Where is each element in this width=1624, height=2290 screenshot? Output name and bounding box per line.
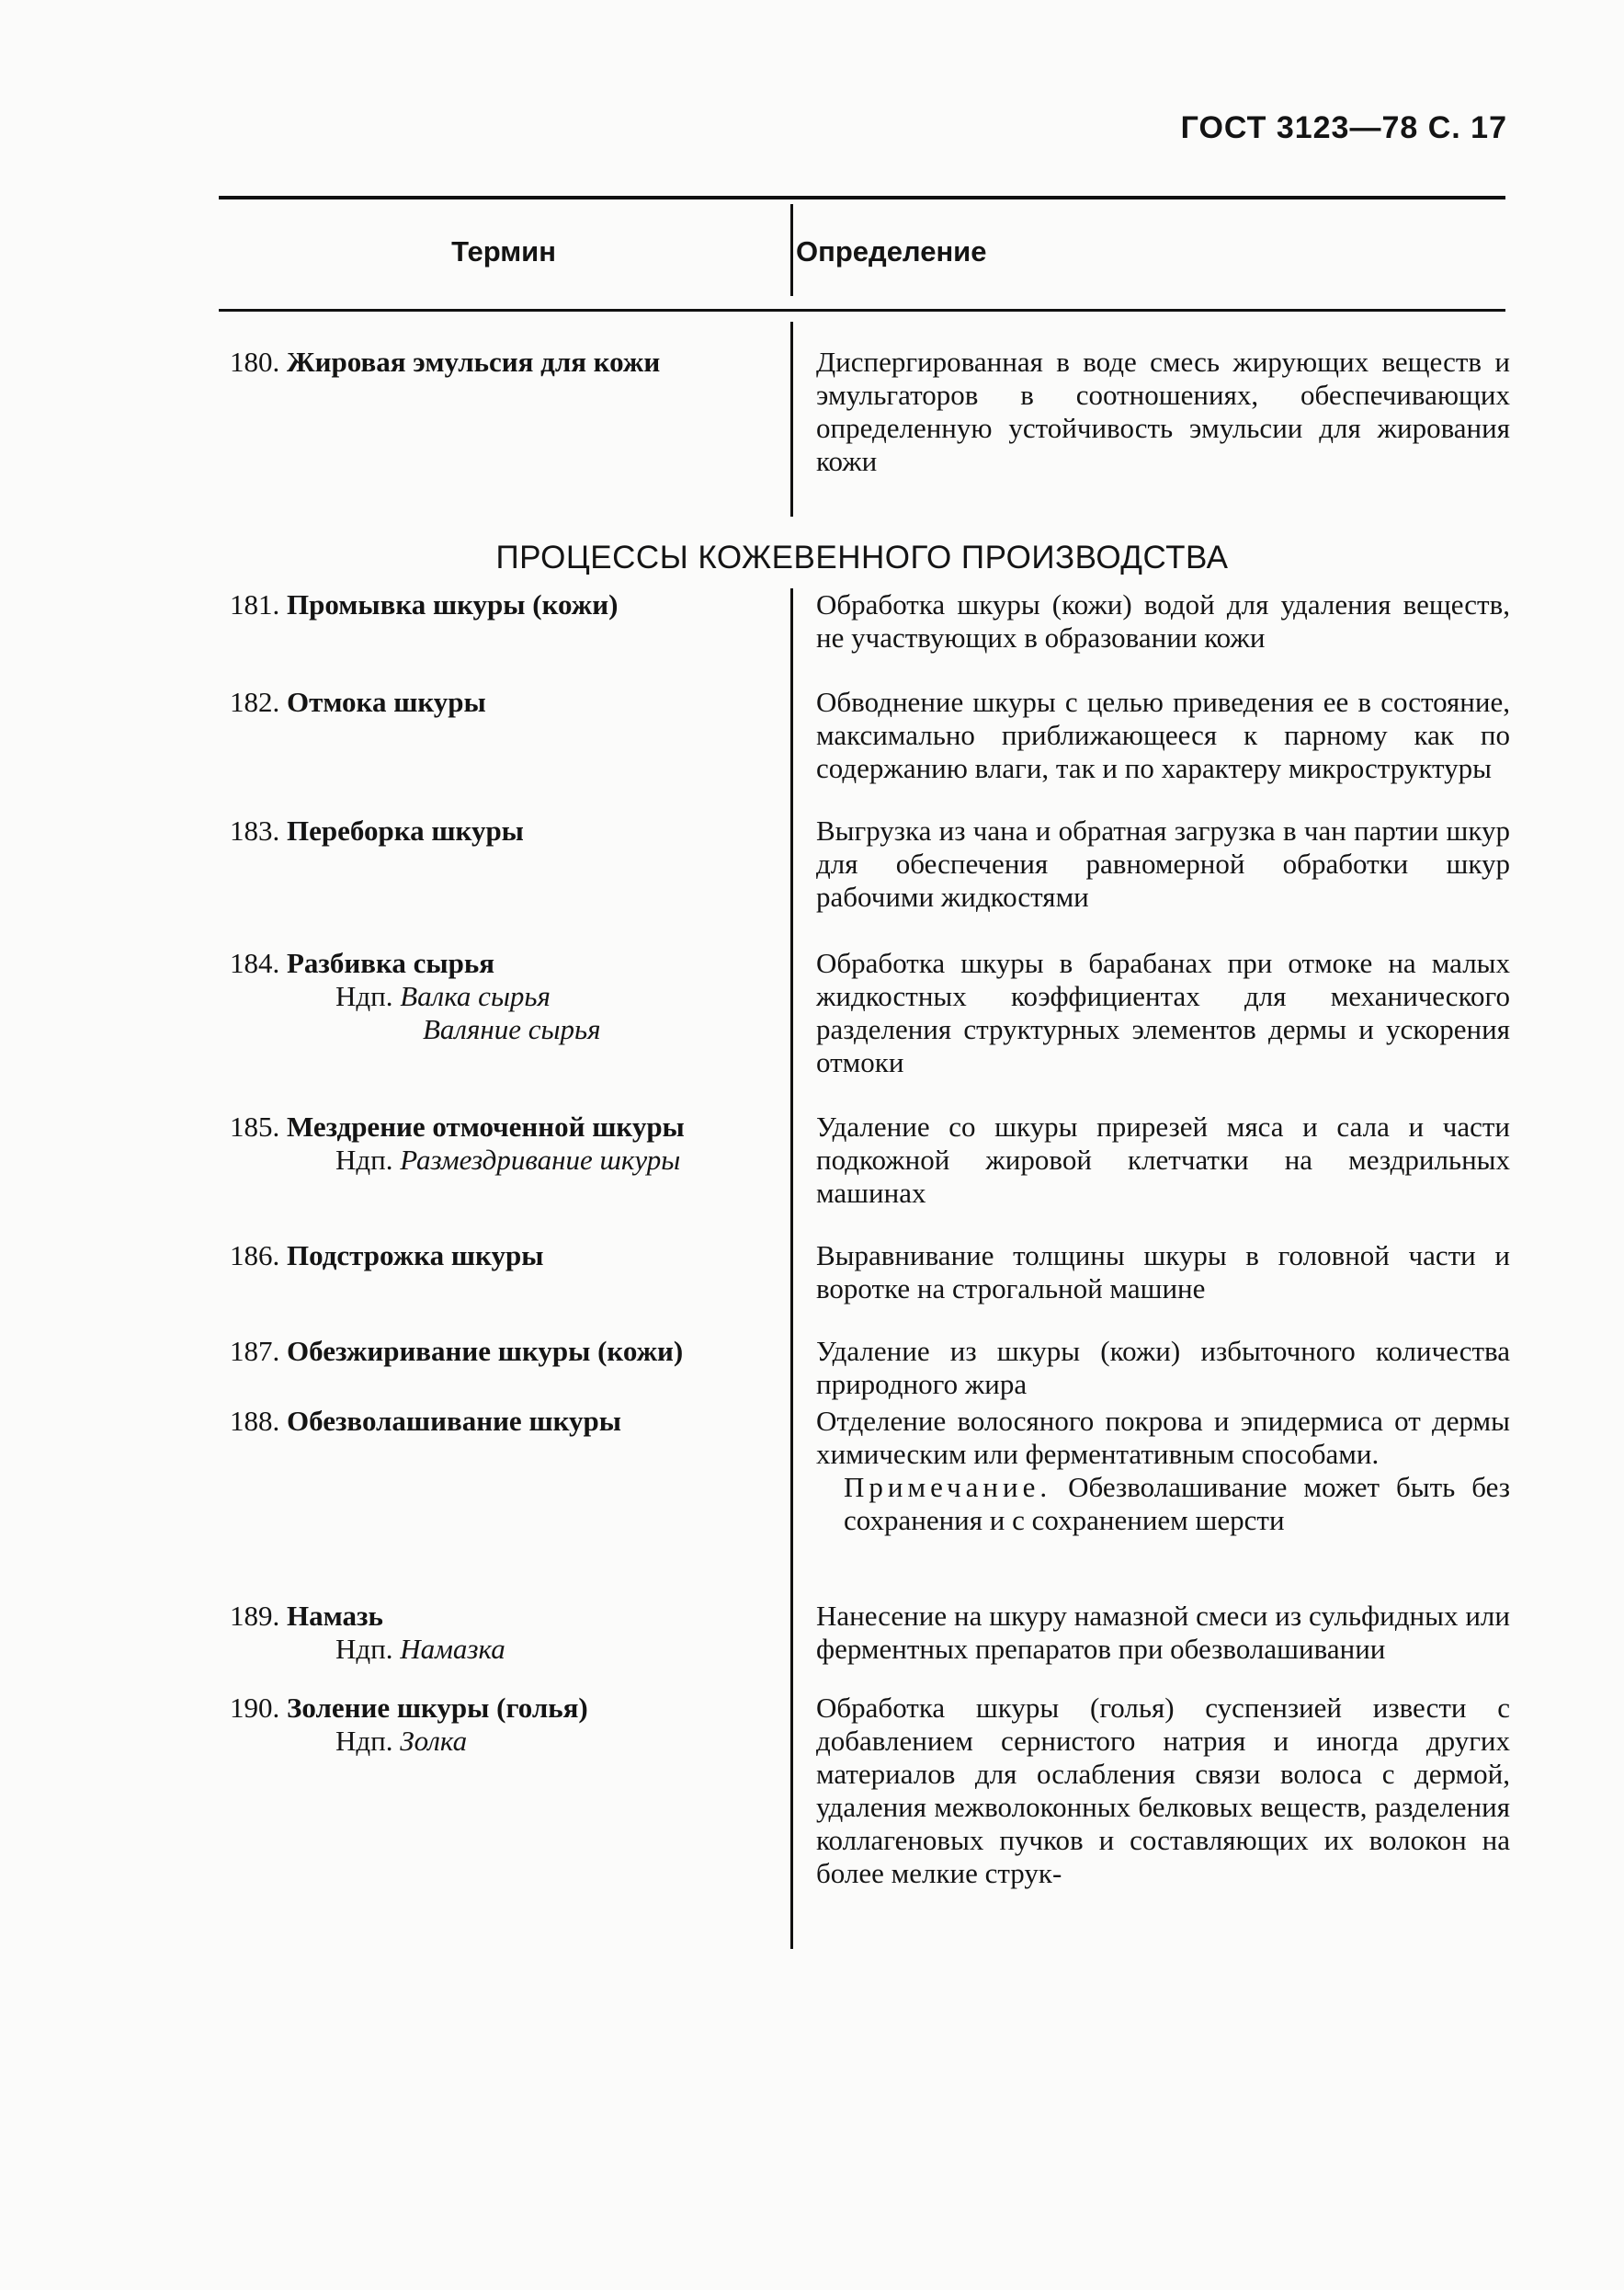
nonrecommended-184-alt: Валяние сырья bbox=[423, 1013, 601, 1045]
definition-186: Выравнивание толщины шкуры в головной части и воротке на строгальной машине bbox=[816, 1239, 1510, 1305]
term-186: 186. Подстрожка шкуры bbox=[230, 1239, 544, 1271]
nonrecommended-185: Ндп. Размездривание шкуры bbox=[335, 1144, 681, 1176]
term-189: 189. Намазь Ндп. Намазка bbox=[230, 1600, 749, 1666]
definition-187: Удаление из шкуры (кожи) избыточного количества природного жира bbox=[816, 1335, 1510, 1400]
page-header-standard: ГОСТ 3123—78 С. 17 bbox=[1180, 110, 1507, 145]
term-187: 187. Обезжиривание шкуры (кожи) bbox=[230, 1335, 684, 1367]
definition-190: Обработка шкуры (голья) суспензией извести с добавлением сернистого натрия и иногда других материалов для ослабления связи волоса с дермой, удаления межволоконных белковых веществ, разделения коллагеновых пучков и составляющих их волокон на более мелкие струк- bbox=[816, 1692, 1510, 1889]
table-header-rule bbox=[219, 309, 1505, 312]
nonrecommended-189: Ндп. Намазка bbox=[335, 1633, 505, 1665]
term-188: 188. Обезволашивание шкуры bbox=[230, 1405, 621, 1437]
nonrecommended-184: Ндп. Валка сырья bbox=[335, 980, 551, 1012]
term-184: 184. Разбивка сырья Ндп. Валка сырья Валяние сырья bbox=[230, 947, 749, 1046]
definition-182: Обводнение шкуры с целью приведения ее в состояние, максимально приближающееся к парному как по содержанию влаги, так и по характеру микроструктуры bbox=[816, 686, 1510, 784]
term-181: 181. Промывка шкуры (кожи) bbox=[230, 588, 619, 621]
definition-189: Нанесение на шкуру намазной смеси из сульфидных или ферментных препаратов при обезволашивании bbox=[816, 1600, 1510, 1665]
note-188: Примечание. Обезволашивание может быть без сохранения и с сохранением шерсти bbox=[844, 1471, 1511, 1536]
definition-183: Выгрузка из чана и обратная загрузка в чан партии шкур для обеспечения равномерной обработки шкур рабочими жидкостями bbox=[816, 815, 1510, 913]
term-190: 190. Золение шкуры (голья) Ндп. Золка bbox=[230, 1692, 749, 1758]
column-divider-1 bbox=[790, 322, 793, 517]
column-divider-header bbox=[790, 204, 793, 296]
term-182: 182. Отмока шкуры bbox=[230, 686, 486, 718]
term-185: 185. Мездрение отмоченной шкуры Ндп. Размездривание шкуры bbox=[230, 1111, 749, 1177]
definition-181: Обработка шкуры (кожи) водой для удаления веществ, не участвующих в образовании кожи bbox=[816, 588, 1510, 654]
definition-188: Отделение волосяного покрова и эпидермиса от дермы химическим или ферментативным способами. Примечание. Обезволашивание может быть без сохранения и с сохранением шерсти bbox=[816, 1405, 1511, 1536]
term-183: 183. Переборка шкуры bbox=[230, 815, 524, 847]
column-divider-2 bbox=[790, 588, 793, 1949]
column-header-term: Термин bbox=[451, 235, 556, 268]
column-header-definition: Определение bbox=[796, 235, 987, 268]
term-180: 180. Жировая эмульсия для кожи bbox=[230, 346, 661, 378]
section-title: ПРОЦЕССЫ КОЖЕВЕННОГО ПРОИЗВОДСТВА bbox=[495, 540, 1229, 575]
nonrecommended-190: Ндп. Золка bbox=[335, 1725, 468, 1757]
table-top-rule bbox=[219, 196, 1505, 199]
definition-184: Обработка шкуры в барабанах при отмоке на малых жидкостных коэффициентах для механического разделения структурных элементов дермы и ускорения отмоки bbox=[816, 947, 1510, 1078]
definition-185: Удаление со шкуры прирезей мяса и сала и части подкожной жировой клетчатки на мездрильных машинах bbox=[816, 1111, 1510, 1209]
definition-180: Диспергированная в воде смесь жирующих веществ и эмульгаторов в соотношениях, обеспечивающих определенную устойчивость эмульсии для жирования кожи bbox=[816, 346, 1510, 477]
